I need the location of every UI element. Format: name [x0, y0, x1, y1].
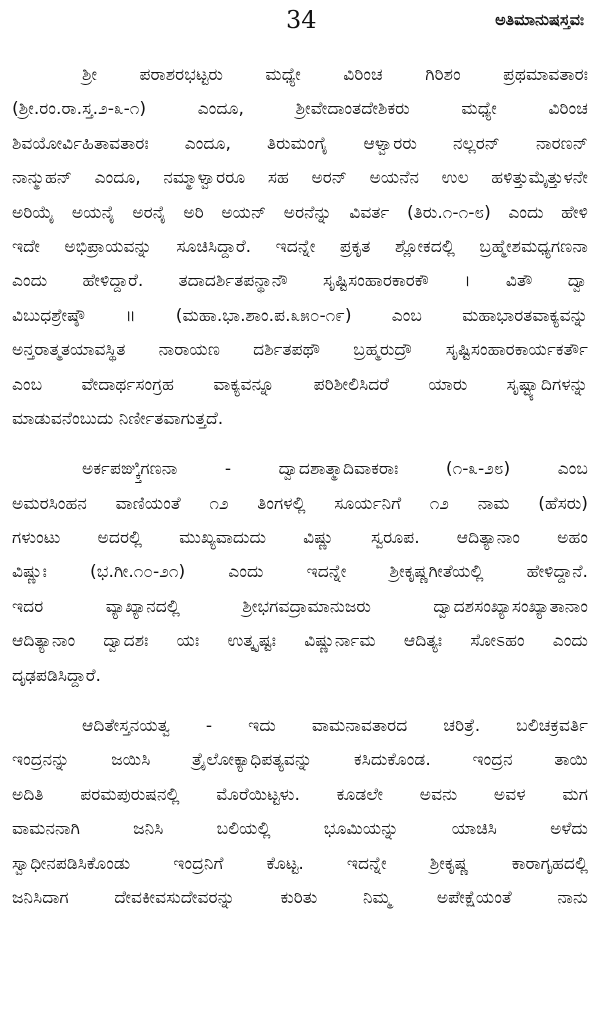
body-text [12, 58, 588, 931]
text-line: ವಾಮನನಾಗಿ ಜನಿಸಿ ಬಲಿಯಲ್ಲಿ ಭೂಮಿಯನ್ನು ಯಾಚಿಸಿ ಅಳೆದು [12, 819, 588, 840]
text-line: ಇಂದ್ರನನ್ನು ಜಯಿಸಿ ತ್ರೈಲೋಕ್ಯಾಧಿಪತ್ಯವನ್ನು ಕಸಿದುಕೊಂಡ. ಇಂದ್ರನ ತಾಯಿ [12, 750, 588, 771]
paragraph-arka-pankti [12, 452, 588, 693]
text-line: ಗಳುಂಟು ಅದರಲ್ಲಿ ಮುಖ್ಯವಾದುದು ವಿಷ್ಣು ಸ್ವರೂಪ. ಆದಿತ್ಯಾನಾಂ ಅಹಂ [12, 528, 588, 549]
text-line: ಅರ್ಕಪಙ್ಕ್ತಿಗಣನಾ - ದ್ವಾದಶಾತ್ಮಾದಿವಾಕರಾಃ (೧-೩-೨೮) ಎಂಬ [82, 459, 588, 480]
text-line: ಶಿವಯೋರ್ವಿಹಿತಾವತಾರಃ ಎಂದೂ, ತಿರುಮಂಗೈ ಆಳ್ವಾರರು ನಲ್ಲರನ್ ನಾರಣನ್ [12, 133, 588, 154]
text-line: ಜನಿಸಿದಾಗ ದೇವಕೀವಸುದೇವರನ್ನು ಕುರಿತು ನಿಮ್ಮ ಅಪೇಕ್ಷೆಯಂತೆ ನಾನು [12, 887, 588, 908]
text-line: ಅಮರಸಿಂಹನ ವಾಣಿಯಂತೆ ೧೨ ತಿಂಗಳಲ್ಲಿ ಸೂರ್ಯನಿಗೆ ೧೨ ನಾಮ (ಹೆಸರು) [12, 493, 588, 514]
text-line: ಎಂದು ಹೇಳಿದ್ದಾರೆ. ತದಾದರ್ಶಿತಪನ್ಥಾನೌ ಸೃಷ್ಟಿಸಂಹಾರಕಾರಕೌ । ವಿತೌ ದ್ವಾ [12, 271, 588, 292]
text-line: ಆದಿತೇಸ್ತನಯತ್ವ - ಇದು ವಾಮನಾವತಾರದ ಚರಿತ್ರೆ. ಬಲಿಚಕ್ರವರ್ತಿ [82, 716, 588, 737]
text-line: ಮಾಡುವನೆಂಬುದು ನಿರ್ಣೀತವಾಗುತ್ತದೆ. [12, 408, 224, 429]
text-line: ವಿಷ್ಣುಃ (ಭ.ಗೀ.೧೦-೨೧) ಎಂದು ಇದನ್ನೇ ಶ್ರೀಕೃಷ್ಣಗೀತೆಯಲ್ಲಿ ಹೇಳಿದ್ದಾನೆ. [12, 562, 588, 583]
text-line: ಇದೇ ಅಭಿಪ್ರಾಯವನ್ನು ಸೂಚಿಸಿದ್ದಾರೆ. ಇದನ್ನೇ ಪ್ರಕೃತ ಶ್ಲೋಕದಲ್ಲಿ ಬ್ರಹ್ಮೇಶಮಧ್ಯಗಣನಾ [12, 236, 588, 257]
text-line: ದೃಢಪಡಿಸಿದ್ದಾರೆ. [12, 665, 102, 686]
running-title: ಅತಿಮಾನುಷಸ್ತವಃ [495, 10, 584, 29]
text-line: ಸ್ವಾಧೀನಪಡಿಸಿಕೊಂಡು ಇಂದ್ರನಿಗೆ ಕೊಟ್ಟ. ಇದನ್ನೇ ಶ್ರೀಕೃಷ್ಣ ಕಾರಾಗೃಹದಲ್ಲಿ [12, 853, 588, 874]
text-line: ವಿಬುಧಶ್ರೇಷ್ಠೌ ॥ (ಮಹಾ.ಭಾ.ಶಾಂ.ಪ.೩೫೦-೧೯) ಎಂಬ ಮಹಾಭಾರತವಾಕ್ಯವನ್ನು [12, 305, 588, 326]
paragraph-brahma-isha [12, 58, 588, 436]
text-line: ಇದರ ವ್ಯಾಖ್ಯಾನದಲ್ಲಿ ಶ್ರೀಭಗವದ್ರಾಮಾನುಜರು ದ್ವಾದಶಸಂಖ್ಯಾಸಂಖ್ಯಾತಾನಾಂ [12, 596, 588, 617]
text-line: ನಾನ್ಮುಹನ್ ಎಂದೂ, ನಮ್ಮಾಳ್ವಾರರೂ ಸಹ ಅರನ್ ಅಯನೆನ ಉಲ ಹಳಿತ್ತುಮೈತ್ತುಳನೇ [12, 168, 588, 189]
text-line: (ಶ್ರೀ.ರಂ.ರಾ.ಸ್ತ.೨-೩-೧) ಎಂದೂ, ಶ್ರೀವೇದಾಂತದೇಶಿಕರು ಮಧ್ಯೇ ವಿರಿಂಚ [12, 99, 588, 120]
page-header [0, 4, 600, 38]
text-line: ಅನ್ತರಾತ್ಮತಯಾವಸ್ಥಿತ ನಾರಾಯಣ ದರ್ಶಿತಪಥೌ ಬ್ರಹ್ಮರುದ್ರೌ ಸೃಷ್ಟಿಸಂಹಾರಕಾರ್ಯಕರ್ತೌ [12, 340, 588, 361]
text-line: ಶ್ರೀ ಪರಾಶರಭಟ್ಟರು ಮಧ್ಯೇ ವಿರಿಂಚ ಗಿರಿಶಂ ಪ್ರಥಮಾವತಾರಃ [82, 65, 588, 85]
text-line: ಅದಿತಿ ಪರಮಪುರುಷನಲ್ಲಿ ಮೊರೆಯಿಟ್ಟಳು. ಕೂಡಲೇ ಅವನು ಅವಳ ಮಗ [12, 784, 588, 805]
text-line: ಆದಿತ್ಯಾನಾಂ ದ್ವಾದಶಃ ಯಃ ಉತ್ಕೃಷ್ಟಃ ವಿಷ್ಣುರ್ನಾಮ ಆದಿತ್ಯಃ ಸೋಽಹಂ ಎಂದು [12, 631, 588, 652]
text-line: ಎಂಬ ವೇದಾರ್ಥಸಂಗ್ರಹ ವಾಕ್ಯವನ್ನೂ ಪರಿಶೀಲಿಸಿದರೆ ಯಾರು ಸೃಷ್ಟ್ಯಾದಿಗಳನ್ನು [12, 374, 588, 395]
page-number: 34 [286, 6, 317, 34]
paragraph-aditi-tanaya [12, 709, 588, 915]
text-line: ಅರಿಯೈ ಅಯನೈ ಅರನೈ ಅರಿ ಅಯನ್ ಅರನೆನ್ನು ವಿವರ್ತ (ತಿರು.೧-೧-೮) ಎಂದು ಹೇಳಿ [12, 202, 588, 223]
